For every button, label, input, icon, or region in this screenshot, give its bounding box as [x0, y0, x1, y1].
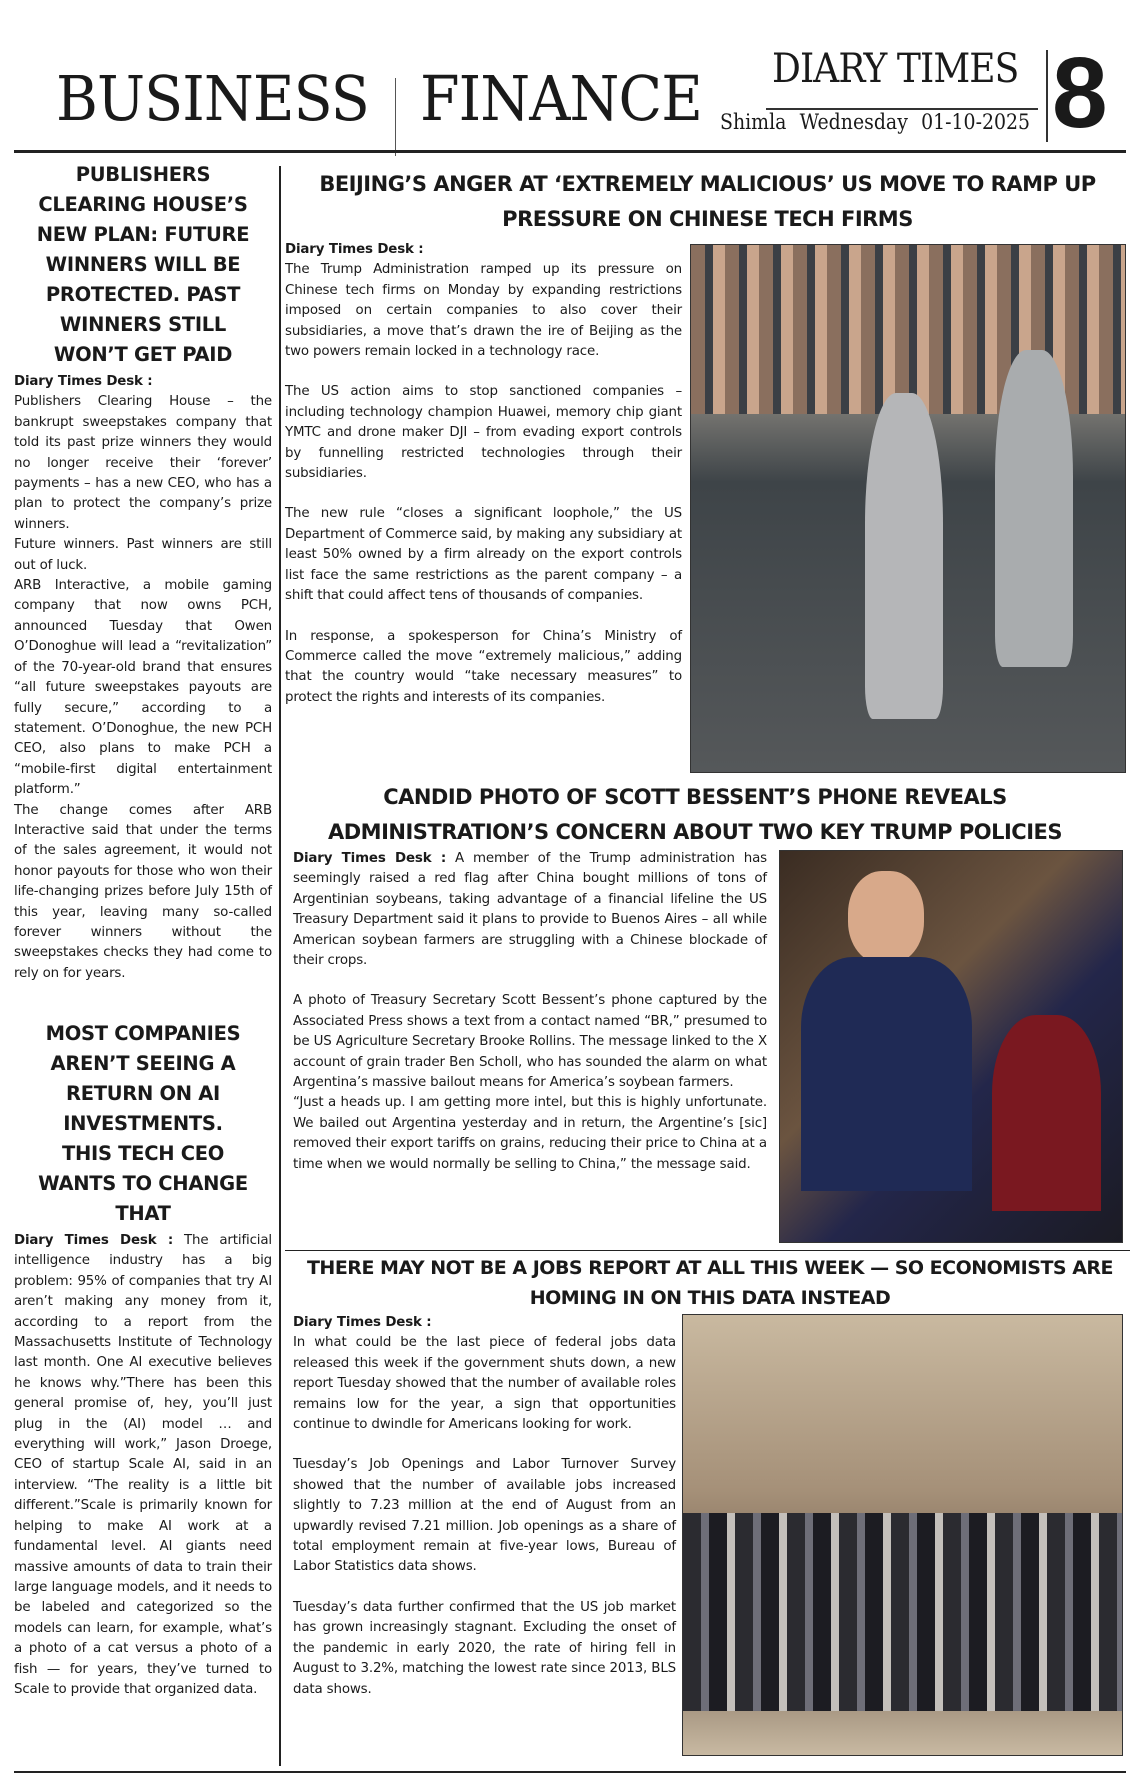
paragraph: Tuesday’s Job Openings and Labor Turnover Survey showed that the number of available jobs increased slightly to 7.23 million at the end of August from an upwardly revised 7.21 million. Job openings as a share of total employment remain at five-year lows, Bureau of Labor Statistics data shows. [293, 1457, 676, 1575]
section-divider [395, 78, 396, 156]
paragraph: The US action aims to stop sanctioned companies – including technology champion Huawei, memory chip giant YMTC and drone maker DJI – from evading export controls by funnelling restricted technologies through their subsidiaries. [285, 384, 682, 482]
dateline: Shimla Wednesday 01-10-2025 [720, 110, 1031, 134]
paragraph: The new rule “closes a significant loophole,” the US Department of Commerce said, by making any subsidiary at least 50% owned by a firm already on the export controls list face the same restrictions as the parent company – a shift that could affect tens of thousands of companies. [285, 506, 682, 604]
byline: Diary Times Desk : [285, 242, 424, 257]
paragraph: Publishers Clearing House – the bankrupt sweepstakes company that told its past prize winners they would no longer receive their ‘forever’ payments – has a new CEO, who has a plan to protect the company’s prize winners. [14, 394, 272, 532]
article-body-bessent [293, 849, 767, 1175]
crowd-image [683, 1513, 1122, 1711]
article-ai-investments [14, 1019, 272, 1700]
paragraph: ARB Interactive, a mobile gaming company that now owns PCH, announced Tuesday that Owen O’Donoghue will lead a “revitalization” of the 70-year-old brand that ensures “all future sweepstakes payouts are fully secure,” according to a statement. O’Donoghue, the new PCH CEO, also plans to make PCH a “mobile-first digital entertainment platform.” [14, 578, 272, 798]
headline-jobs-report: THERE MAY NOT BE A JOBS REPORT AT ALL THIS WEEK — SO ECONOMISTS ARE HOMING IN ON THIS DATA INSTEAD [306, 1257, 1114, 1309]
paragraph: A photo of Treasury Secretary Scott Bessent’s phone captured by the Associated Press shows a text from a contact named “BR,” presumed to be US Agriculture Secretary Brooke Rollins. The message linked to the X account of grain trader Ben Scholl, who has sounded the alarm on what Argentina’s massive bailout means for America’s soybean farmers. [293, 993, 767, 1091]
column-divider [279, 166, 281, 1766]
article-publishers-clearing-house [14, 160, 272, 984]
byline: Diary Times Desk : [293, 851, 447, 866]
person-head [848, 871, 923, 965]
section-rule [285, 1250, 1130, 1251]
photo-scott-bessent [779, 850, 1123, 1243]
paragraph: “Just a heads up. I am getting more intel, but this is highly unfortunate. We bailed out Argentina yesterday and in return, the Argentine’s [sic] removed their export tariffs on grains, reducing their price to China at a time when we would normally be selling to China,” the message said. [293, 1095, 767, 1172]
article-body [14, 1231, 272, 1700]
paragraph: The Trump Administration ramped up its pressure on Chinese tech firms on Monday by expanding restrictions imposed on certain companies to also cover their subsidiaries, a move that’s drawn the ire of Beijing as the two powers remain locked in a technology race. [285, 262, 682, 360]
person-suit [801, 957, 972, 1192]
article-body-jobs [293, 1313, 676, 1700]
footer-rule [14, 1771, 1126, 1773]
robot-figure [865, 393, 943, 720]
paragraph: A member of the Trump administration has seemingly raised a red flag after China bought millions of tons of Argentinian soybeans, taking advantage of a financial lifeline the US Treasury Department said it plans to provide to Buenos Aires – all while American soybean farmers are struggling with a Chinese blockade of their crops. [293, 851, 767, 969]
headline: PUBLISHERS CLEARING HOUSE’S NEW PLAN: FUTURE WINNERS WILL BE PROTECTED. PAST WINNERS STILL WON’T GET PAID [36, 163, 250, 366]
header-rule [14, 150, 1126, 153]
paragraph: Future winners. Past winners are still out of luck. [14, 537, 272, 573]
byline: Diary Times Desk : [14, 1233, 174, 1248]
byline: Diary Times Desk : [14, 374, 153, 389]
paragraph: In response, a spokesperson for China’s Ministry of Commerce called the move “extremely malicious,” adding that the country would “take necessary measures” to protect the rights and interests of its companies. [285, 628, 682, 705]
page-number: 8 [1052, 37, 1108, 149]
section-title-business: BUSINESS [56, 62, 369, 135]
headline-beijing-anger: BEIJING’S ANGER AT ‘EXTREMELY MALICIOUS’ US MOVE TO RAMP UP PRESSURE ON CHINESE TECH FIRMS [319, 172, 1096, 231]
masthead: DIARY TIMES [772, 46, 1019, 92]
robot-figure [995, 350, 1073, 666]
headline-scott-bessent: CANDID PHOTO OF SCOTT BESSENT’S PHONE REVEALS ADMINISTRATION’S CONCERN ABOUT TWO KEY TRUMP POLICIES [327, 785, 1063, 844]
page-number-divider [1046, 50, 1048, 142]
paragraph: The artificial intelligence industry has a big problem: 95% of companies that try AI aren’t making any money from it, according to a report from the Massachusetts Institute of Technology last month. One AI executive believes he knows why.”There has been this general promise of, hey, you’ll just plug in the (AI) model … and everything will work,” Jason Droege, CEO of startup Scale AI, said in an interview. “The reality is a little bit different.”Scale is primarily known for helping to make AI work at a fundamental level. AI giants need massive amounts of data to train their large language models, and it needs to be labeled and categorized so the models can learn, for example, what’s a photo of a cat versus a photo of a fish — for years, they’ve turned to Scale to provide that organized data. [14, 1233, 272, 1697]
paragraph: In what could be the last piece of federal jobs data released this week if the government shuts down, a new report Tuesday showed that the number of available roles remains low for the year, a sign that opportunities continue to dwindle for Americans looking for work. [293, 1335, 676, 1433]
paragraph: Tuesday’s data further confirmed that the US job market has grown increasingly stagnant. Excluding the onset of the pandemic in early 2020, the rate of hiring fell in August to 3.2%, matching the lowest rate since 2013, BLS data shows. [293, 1599, 676, 1697]
photo-robot-boxing [690, 244, 1126, 773]
article-body-beijing [285, 240, 682, 708]
section-title-finance: FINANCE [420, 62, 702, 135]
byline: Diary Times Desk : [293, 1315, 432, 1330]
paragraph: The change comes after ARB Interactive said that under the terms of the sales agreement, it would not honor payouts for those who won their life-changing prizes before July 15th of this year, leaving many so-called forever winners without the sweepstakes checks they had come to rely on for years. [14, 802, 272, 981]
person-background [992, 1015, 1101, 1211]
photo-job-seekers-line [682, 1314, 1123, 1756]
headline: MOST COMPANIES AREN’T SEEING A RETURN ON AI INVESTMENTS. THIS TECH CEO WANTS TO CHANGE THAT [38, 1022, 248, 1225]
article-body [14, 372, 272, 984]
